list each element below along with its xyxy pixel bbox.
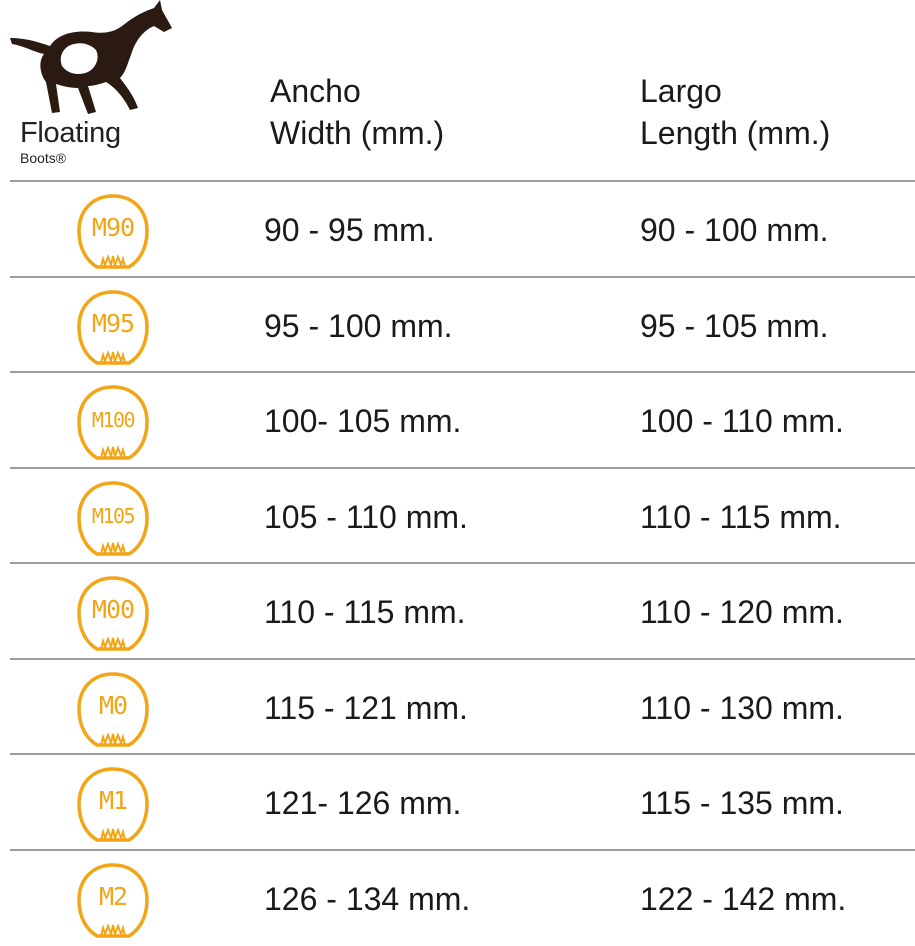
column-header-length-es: Largo: [640, 73, 722, 109]
hoof-size-badge: [75, 862, 151, 940]
table-header: [0, 0, 915, 182]
hoof-size-badge: [75, 289, 151, 367]
hoof-size-badge: [75, 671, 151, 749]
width-value: 90 - 95 mm.: [264, 212, 435, 248]
table-row: [0, 564, 915, 659]
width-value: 121- 126 mm.: [264, 785, 462, 821]
size-label: M105: [91, 503, 135, 528]
hoof-size-badge: [75, 384, 151, 462]
size-label: M90: [91, 213, 135, 242]
width-value: 100- 105 mm.: [264, 403, 462, 439]
column-header-length-en: Length (mm.): [640, 115, 831, 151]
length-value: 110 - 115 mm.: [640, 498, 842, 535]
table-row: [0, 469, 915, 564]
length-value: 110 - 120 mm.: [640, 594, 844, 630]
length-value: 115 - 135 mm.: [640, 785, 844, 821]
length-value: 95 - 105 mm.: [640, 307, 829, 344]
size-label: M00: [91, 595, 135, 624]
column-header-width: [270, 70, 444, 154]
brand-name: Floating: [20, 117, 121, 149]
length-value: 110 - 130 mm.: [640, 689, 844, 726]
width-value: 115 - 121 mm.: [264, 689, 468, 726]
hoof-size-badge: [75, 766, 151, 844]
width-value: 105 - 110 mm.: [264, 498, 468, 535]
table-row: [0, 755, 915, 850]
table-row: [0, 182, 915, 277]
length-value: 100 - 110 mm.: [640, 403, 844, 439]
hoof-size-badge: [75, 575, 151, 653]
brand-subtitle: Boots®: [20, 150, 67, 166]
hoof-size-badge: [75, 193, 151, 271]
column-header-width-en: Width (mm.): [270, 115, 445, 151]
table-row: [0, 660, 915, 755]
hoof-size-badge: [75, 480, 151, 558]
column-header-length: [640, 70, 830, 154]
table-row: [0, 851, 915, 946]
size-label: M2: [98, 881, 128, 911]
width-value: 95 - 100 mm.: [264, 307, 453, 344]
size-label: M0: [98, 690, 128, 720]
width-value: 126 - 134 mm.: [264, 880, 471, 917]
horse-icon: [4, 0, 174, 120]
size-label: M95: [91, 308, 135, 338]
size-label: M100: [91, 408, 135, 432]
length-value: 122 - 142 mm.: [640, 880, 847, 917]
column-header-width-es: Ancho: [270, 73, 361, 109]
brand-logo: [0, 0, 180, 175]
table-row: [0, 278, 915, 373]
table-row: [0, 373, 915, 468]
length-value: 90 - 100 mm.: [640, 212, 829, 248]
width-value: 110 - 115 mm.: [264, 594, 466, 630]
size-label: M1: [98, 786, 128, 815]
